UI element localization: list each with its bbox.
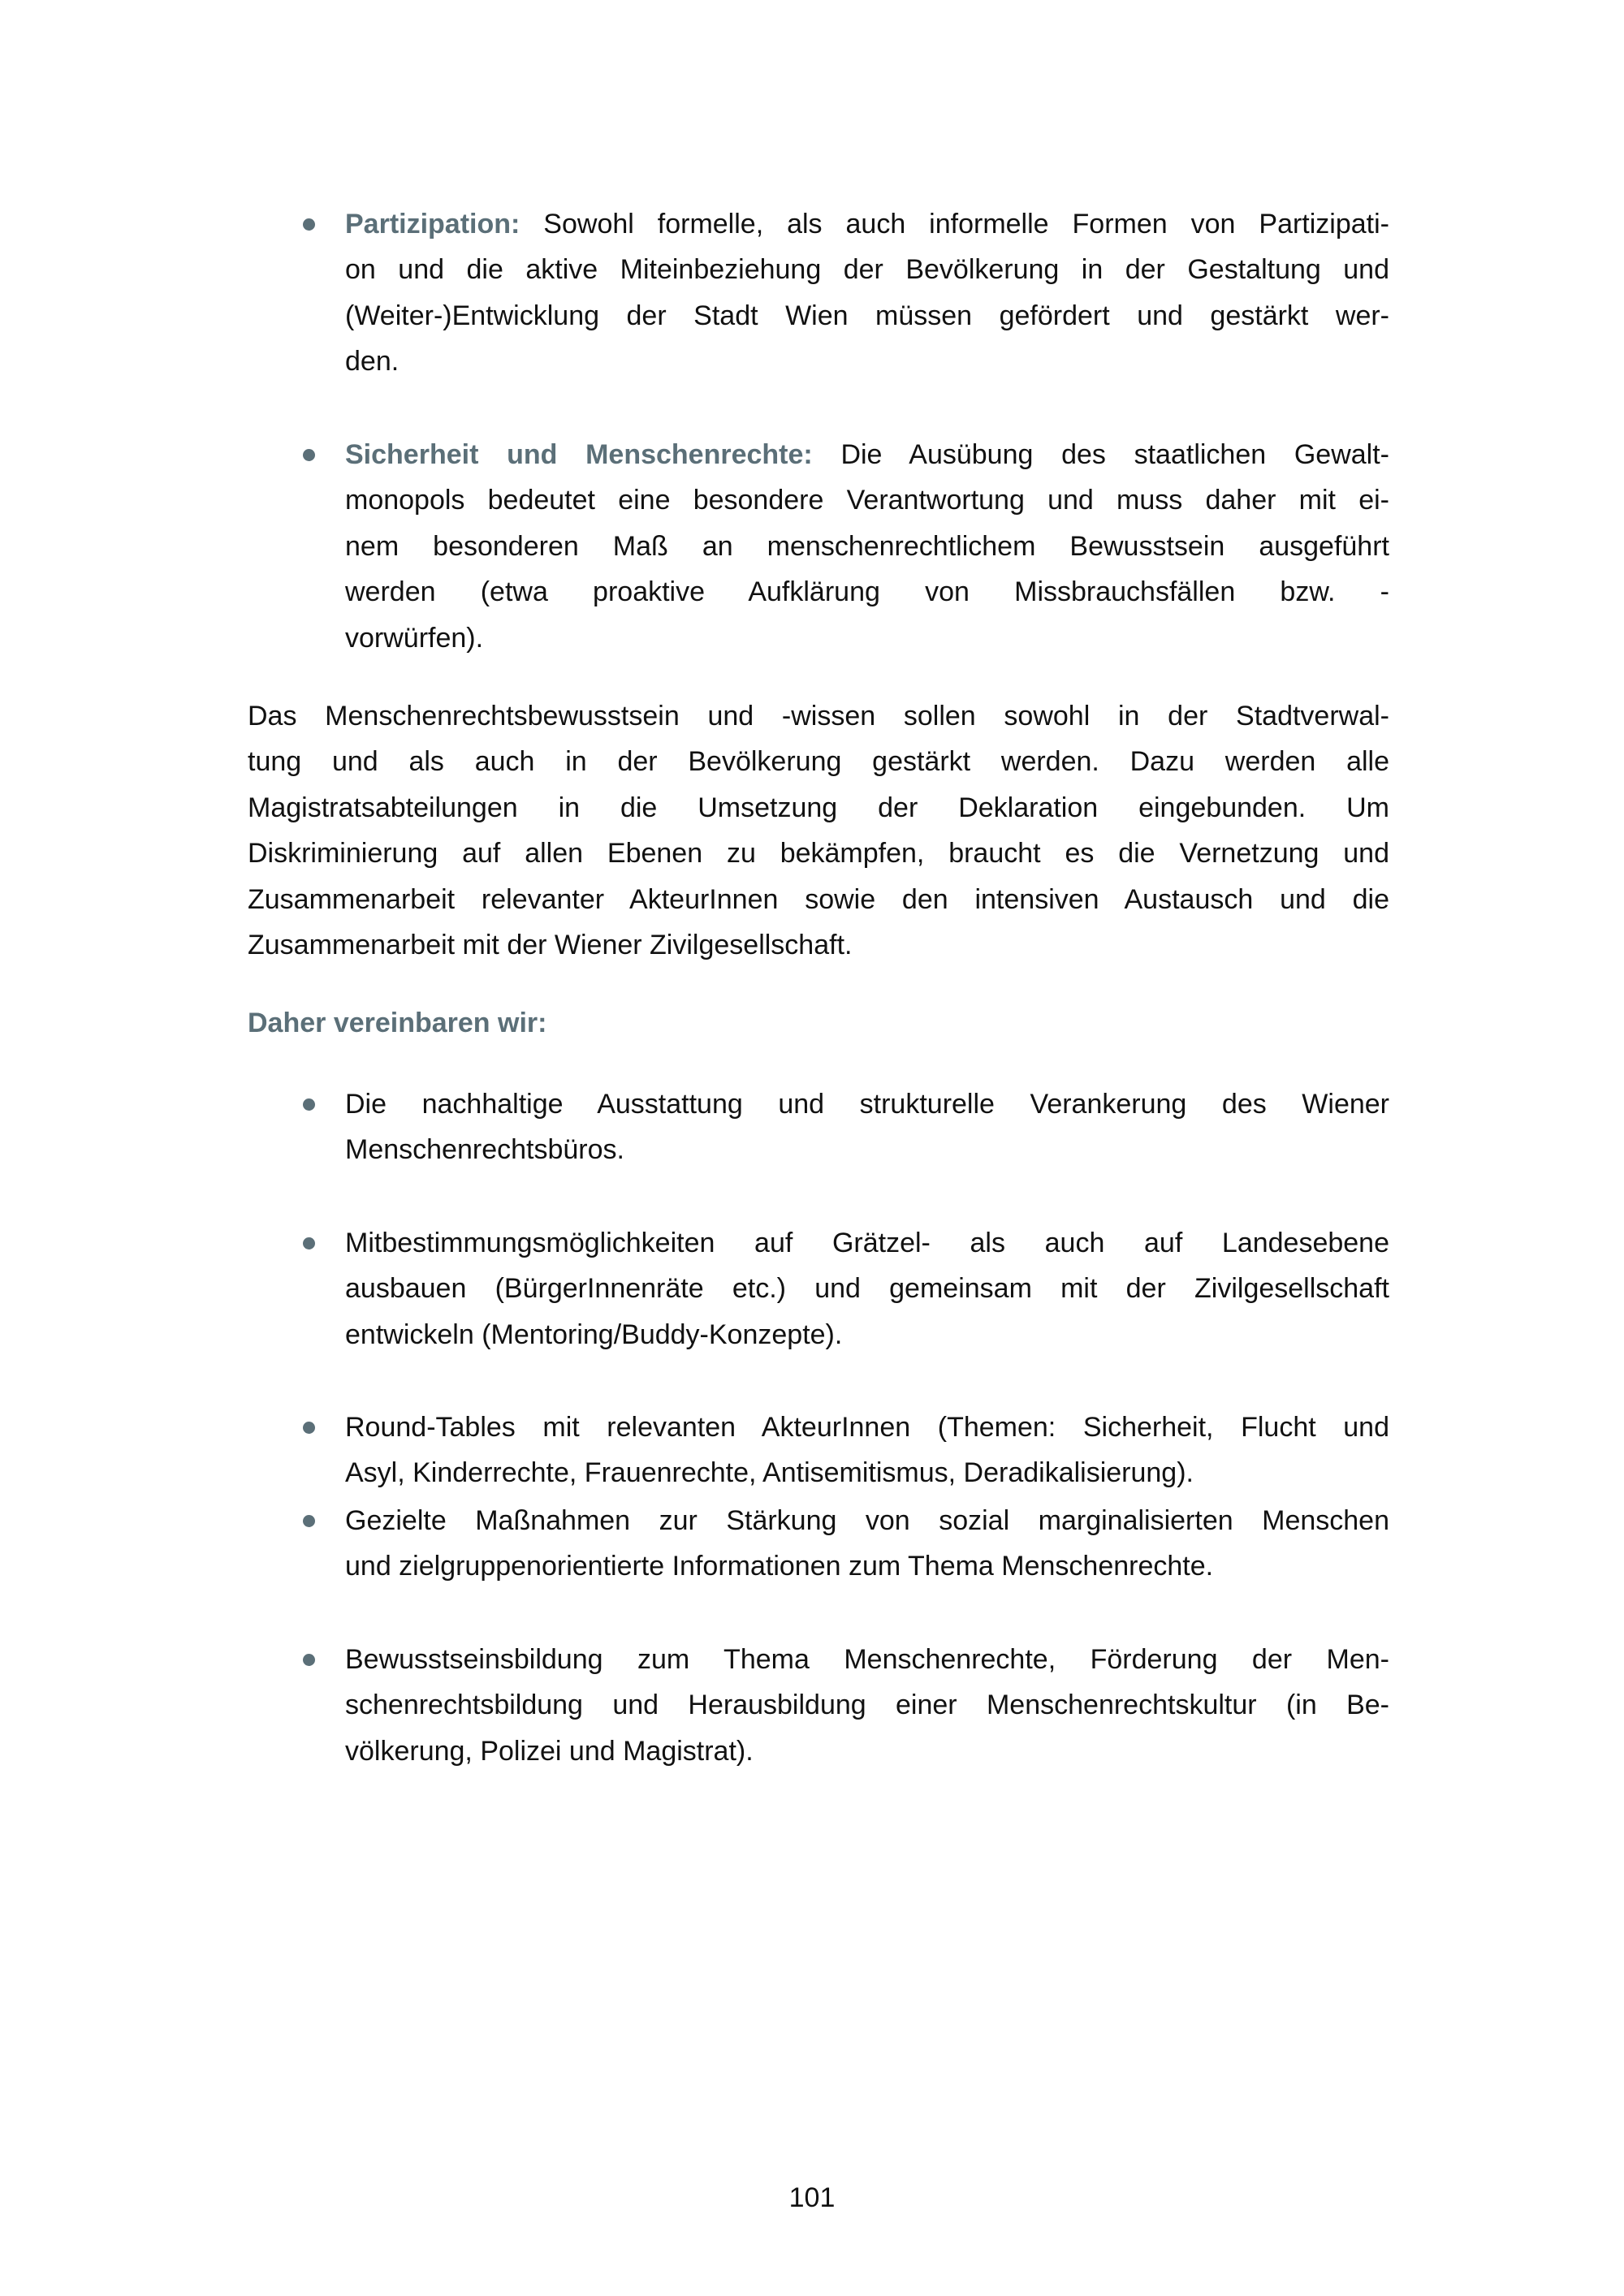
bullet-sicherheit-menschenrechte	[345, 432, 1389, 661]
text-line	[345, 1127, 1389, 1172]
line-text: nem besonderen Maß an menschenrechtlichem Bewusstsein ausgeführt	[345, 530, 1389, 562]
line-text: on und die aktive Miteinbeziehung der Bevölkerung in der Gestaltung und	[345, 254, 1389, 286]
page-number: 101	[788, 2182, 836, 2213]
line-text: schenrechtsbildung und Herausbildung einer Menschenrechtskultur (in Be-	[345, 1690, 1389, 1721]
line-text: Die Ausübung des staatlichen Gewalt-	[840, 439, 1389, 470]
line-text: (Weiter-)Entwicklung der Stadt Wien müssen gefördert und gestärkt wer-	[345, 300, 1389, 331]
bullet-mitbestimmung	[345, 1220, 1389, 1357]
line-text: und zielgruppenorientierte Informationen zum Thema Menschenrechte.	[345, 1551, 1214, 1582]
line-text: Gezielte Maßnahmen zur Stärkung von sozial marginalisierten Menschen	[345, 1505, 1389, 1536]
section-heading: Daher vereinbaren wir:	[248, 1008, 547, 1038]
line-text: Magistratsabteilungen in die Umsetzung der Deklaration eingebunden. Um	[248, 792, 1389, 823]
bullet-dot-icon	[303, 1422, 315, 1434]
line-text: monopols bedeutet eine besondere Verantwortung und muss daher mit ei-	[345, 485, 1389, 516]
body-paragraph	[248, 693, 1389, 968]
bullet-dot-icon	[303, 218, 315, 231]
text-line	[345, 1728, 1389, 1774]
text-line	[345, 615, 1389, 661]
text-line	[345, 339, 1389, 384]
line-text: tung und als auch in der Bevölkerung gestärkt werden. Dazu werden alle	[248, 746, 1389, 778]
line-text: Zusammenarbeit mit der Wiener Zivilgesellschaft.	[248, 929, 853, 960]
bullet-dot-icon	[303, 1515, 315, 1527]
line-text: werden (etwa proaktive Aufklärung von Missbrauchsfällen bzw. -	[345, 576, 1389, 608]
text-line	[345, 1312, 1389, 1357]
bullet-label: Partizipation:	[345, 209, 520, 240]
bullet-dot-icon	[303, 1237, 315, 1249]
text-line	[345, 1682, 1389, 1728]
text-line	[345, 432, 1389, 477]
line-text: Mitbestimmungsmöglichkeiten auf Grätzel- als auch auf Landesebene	[345, 1228, 1389, 1258]
text-line	[248, 831, 1389, 876]
text-line	[345, 201, 1389, 247]
line-text: Das Menschenrechtsbewusstsein und -wissen sollen sowohl in der Stadtverwal-	[248, 701, 1389, 732]
bullet-label: Sicherheit und Menschenrechte:	[345, 439, 813, 470]
bullet-massnahmen	[345, 1498, 1389, 1590]
bullet-partizipation	[345, 201, 1389, 385]
text-line	[248, 922, 1389, 968]
line-text: Sowohl formelle, als auch informelle Formen von Partizipati-	[543, 209, 1389, 240]
text-line	[345, 477, 1389, 523]
text-line	[248, 877, 1389, 922]
text-line	[345, 1220, 1389, 1266]
text-line	[345, 293, 1389, 339]
text-line	[345, 1081, 1389, 1127]
text-line	[248, 693, 1389, 739]
line-text: Asyl, Kinderrechte, Frauenrechte, Antisemitismus, Deradikalisierung).	[345, 1457, 1194, 1489]
bullet-dot-icon	[303, 1654, 315, 1666]
line-text: Zusammenarbeit relevanter AkteurInnen sowie den intensiven Austausch und die	[248, 883, 1389, 915]
line-text: Diskriminierung auf allen Ebenen zu bekämpfen, braucht es die Vernetzung und	[248, 838, 1389, 870]
text-line	[248, 785, 1389, 831]
line-text: vorwürfen).	[345, 622, 484, 654]
bullet-round-tables	[345, 1405, 1389, 1496]
line-text: den.	[345, 346, 400, 378]
line-text: entwickeln (Mentoring/Buddy-Konzepte).	[345, 1318, 843, 1350]
text-line	[345, 1405, 1389, 1450]
bullet-bewusstseinsbildung	[345, 1637, 1389, 1774]
bullet-dot-icon	[303, 449, 315, 461]
line-text: Menschenrechtsbüros.	[345, 1134, 624, 1166]
line-text: Bewusstseinsbildung zum Thema Menschenrechte, Förderung der Men-	[345, 1644, 1389, 1675]
text-line	[345, 1637, 1389, 1682]
text-line	[345, 1266, 1389, 1311]
text-line	[345, 524, 1389, 569]
bullet-menschenrechtsbuero	[345, 1081, 1389, 1173]
text-line	[345, 1498, 1389, 1543]
bullet-dot-icon	[303, 1098, 315, 1111]
line-text: Round-Tables mit relevanten AkteurInnen (Themen: Sicherheit, Flucht und	[345, 1412, 1389, 1443]
line-text: Die nachhaltige Ausstattung und strukturelle Verankerung des Wiener	[345, 1089, 1389, 1120]
text-line	[345, 247, 1389, 292]
text-line	[345, 569, 1389, 615]
text-line	[345, 1543, 1389, 1589]
text-line	[248, 739, 1389, 784]
line-text: völkerung, Polizei und Magistrat).	[345, 1735, 754, 1767]
line-text: ausbauen (BürgerInnenräte etc.) und gemeinsam mit der Zivilgesellschaft	[345, 1273, 1389, 1305]
text-line	[345, 1450, 1389, 1495]
